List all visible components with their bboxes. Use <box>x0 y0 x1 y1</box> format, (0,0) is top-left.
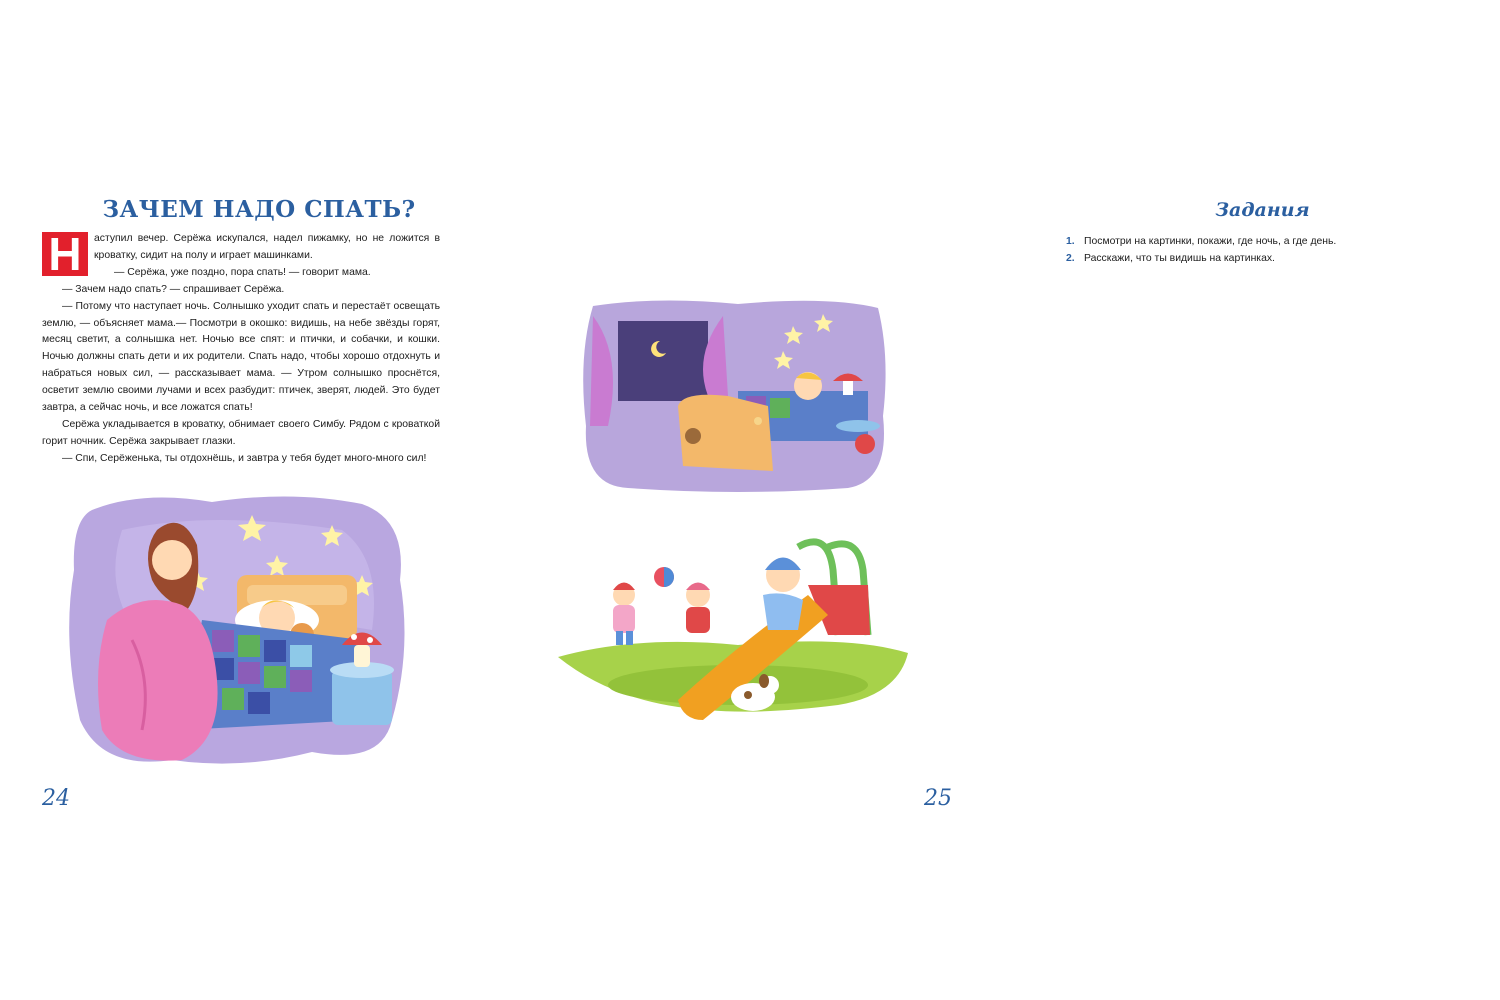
story-title: ЗАЧЕМ НАДО СПАТЬ? <box>102 196 416 223</box>
drop-cap: Н <box>42 232 88 276</box>
task-text: Расскажи, что ты видишь на картинках. <box>1084 253 1275 264</box>
story-text <box>42 228 440 468</box>
story-paragraph: — Серёжа, уже поздно, пора спать! — говорит мама. <box>114 266 371 278</box>
page-number: 24 <box>42 786 70 811</box>
day-illustration <box>558 535 910 747</box>
tasks-title: Задания <box>1215 199 1310 221</box>
story-paragraph: Серёжа укладывается в кроватку, обнимает своего Симбу. Рядом с кроваткой горит ночник. Серёжа закрывает глазки. <box>42 418 440 447</box>
task-number: 1. <box>1066 236 1075 247</box>
task-number: 2. <box>1066 253 1075 264</box>
task-item <box>1066 233 1396 250</box>
task-list <box>1066 233 1396 267</box>
story-paragraph: — Потому что наступает ночь. Солнышко уходит спать и перестаёт освещать землю, — объясняет мама.— Посмотри в окошко: видишь, на небе звёзды горят, месяц светит, а солнышка нет. Ночью все спят: и птички, и собачки, и кошки. Ночью должны спать дети и их родители. Спать надо, чтобы хорошо отдохнуть и набраться новых сил, — рассказывает мама. — Утром солнышко проснётся, осветит землю своими лучами и всех разбудит: птичек, зверят, людей. Это будет завтра, а сейчас ночь, и все ложатся спать! <box>42 300 440 414</box>
story-paragraph: Н аступил вечер. Серёжа искупался, надел пижамку, но не ложится в кроватку, сидит на полу и играет машинками. <box>42 231 440 265</box>
bedtime-illustration <box>62 490 412 780</box>
task-text: Посмотри на картинки, покажи, где ночь, а где день. <box>1084 236 1337 247</box>
story-paragraph: — Зачем надо спать? — спрашивает Серёжа. <box>62 283 285 295</box>
page-number: 25 <box>924 786 952 811</box>
task-item <box>1066 250 1396 267</box>
night-illustration <box>578 296 890 496</box>
right-page <box>500 0 1337 1000</box>
left-page <box>0 0 500 1000</box>
story-paragraph: — Спи, Серёженька, ты отдохнёшь, и завтра у тебя будет много-много сил! <box>62 452 427 464</box>
